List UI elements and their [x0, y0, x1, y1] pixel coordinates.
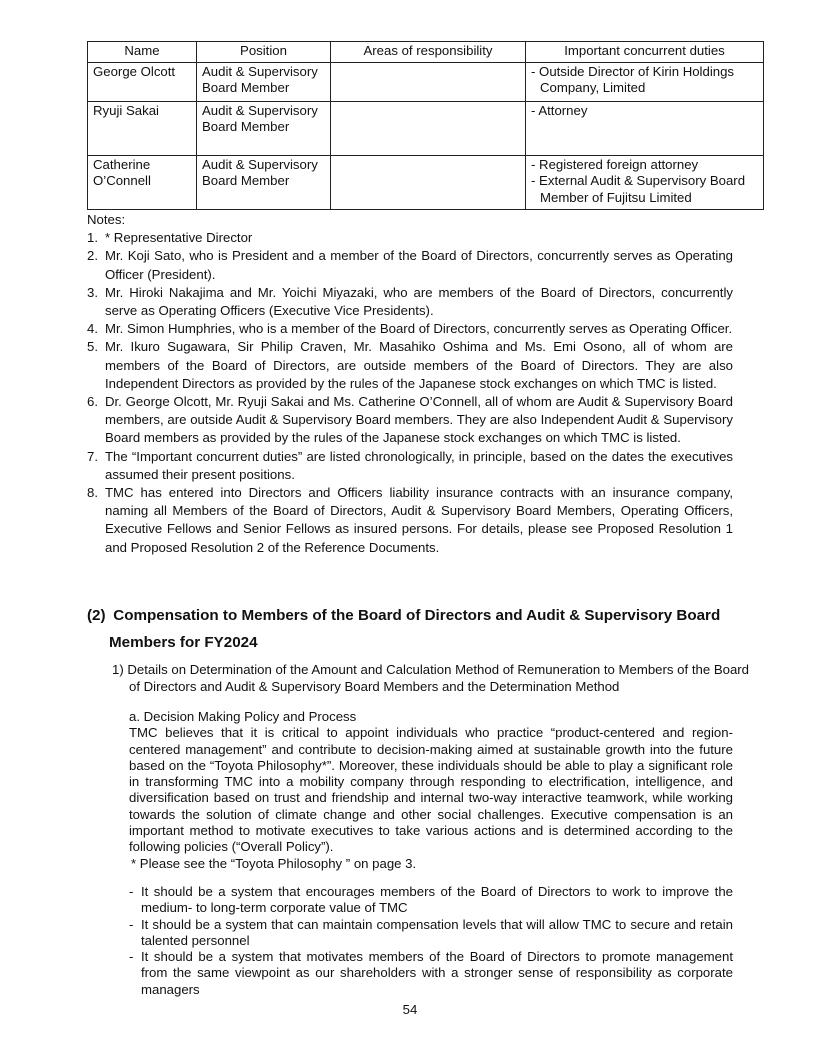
officers-table [87, 41, 764, 210]
dash-bullet: - [129, 884, 134, 899]
cell-position: Audit & Supervisory Board Member [197, 101, 331, 155]
note-number: 5. [87, 339, 98, 355]
cell-position: Audit & Supervisory Board Member [197, 155, 331, 209]
header-position: Position [197, 42, 331, 63]
note-number: 4. [87, 321, 98, 337]
bullet-text: It should be a system that encourages members of the Board of Directors to work to improve the medium- to long-term corporate value of TMC [141, 884, 733, 916]
cell-position: Audit & Supervisory Board Member [197, 62, 331, 101]
bullet-text: It should be a system that can maintain compensation levels that will allow TMC to secure and retain talented personnel [141, 916, 733, 948]
header-areas: Areas of responsibility [331, 42, 526, 63]
section-title-line1: Compensation to Members of the Board of Directors and Audit & Supervisory Board [113, 607, 721, 624]
note-item [87, 229, 733, 247]
policy-bullets [129, 884, 733, 998]
note-text: Dr. George Olcott, Mr. Ryuji Sakai and Ms. Catherine O’Connell, all of whom are Audit & Supervisory Board members, are outside Audit & Supervisory Board members. They are also Independent Audit & Supervisory Board members as provided by the rules of the Japanese stock exchanges on which TMC is listed. [105, 394, 733, 446]
table-row [88, 155, 764, 209]
note-number: 7. [87, 448, 98, 464]
policy-paragraph: TMC believes that it is critical to appoint individuals who practice “product-centered and region-centered management” and contribute to decision-making aimed at sustainable growth into the future based on the “Toyota Philosophy*”. Moreover, these individuals should be able to play a significant role in transforming TMC into a mobility company through responding to electrification, intelligence, and diversification based on trust and friendship and internal two-way interactive teamwork, while working towards the solution of climate change and other social challenges. Executive compensation is an important method to motivate executives to take various actions and is determined according to the following policies (“Overall Policy”). [129, 725, 733, 855]
note-item [87, 247, 733, 283]
section-heading [87, 604, 747, 655]
note-text: Mr. Koji Sato, who is President and a member of the Board of Directors, concurrently serves as Operating Officer (President). [105, 248, 733, 282]
cell-name [88, 62, 197, 101]
note-number: 1. [87, 230, 98, 246]
notes-list [87, 229, 733, 557]
table-row [88, 62, 764, 101]
note-item [87, 484, 733, 557]
cell-duties [526, 101, 764, 155]
header-name: Name [88, 42, 197, 63]
duty-text: - Registered foreign attorney [531, 156, 699, 172]
philosophy-footnote: * Please see the “Toyota Philosophy ” on page 3. [131, 855, 417, 871]
cell-duties [526, 155, 764, 209]
cell-duties [526, 62, 764, 101]
list-item [129, 949, 733, 998]
cell-name [88, 101, 197, 155]
dash-bullet: - [129, 949, 134, 965]
list-item [129, 884, 733, 917]
name-text: Ryuji Sakai [93, 102, 159, 118]
policy-block [129, 709, 733, 872]
duty-text: - Outside Director of Kirin Holdings Company, Limited [531, 63, 735, 95]
note-item [87, 320, 733, 338]
cell-areas [331, 101, 526, 155]
note-item [87, 448, 733, 484]
policy-subheading: a. Decision Making Policy and Process [129, 709, 357, 724]
note-text: * Representative Director [105, 230, 253, 246]
name-text: George Olcott [93, 63, 176, 79]
note-text: TMC has entered into Directors and Officers liability insurance contracts with an insurance company, naming all Members of the Board of Directors, Audit & Supervisory Board Members, Operating Officers, Executive Fellows and Senior Fellows as insured persons. For details, please see Proposed Resolution 1 and Proposed Resolution 2 of the Reference Documents. [105, 485, 733, 555]
section-title-line2: Members for FY2024 [109, 634, 258, 651]
note-text: Mr. Hiroki Nakajima and Mr. Yoichi Miyazaki, who are members of the Board of Directors, concurrently serve as Operating Officers (Executive Vice Presidents). [105, 284, 733, 319]
note-number: 3. [87, 284, 98, 300]
section-number: (2) [87, 607, 106, 624]
bullet-text: It should be a system that motivates members of the Board of Directors to promote management from the same viewpoint as our shareholders with a stronger sense of responsibility as corporate managers [141, 949, 733, 997]
note-item [87, 338, 733, 393]
note-number: 8. [87, 485, 98, 501]
list-item [129, 917, 733, 950]
notes-section [87, 211, 733, 557]
note-item [87, 393, 733, 448]
table-row [88, 101, 764, 155]
cell-name [88, 155, 197, 209]
name-text: Catherine [93, 156, 151, 172]
cell-areas [331, 62, 526, 101]
name-text: O’Connell [93, 173, 151, 188]
note-item [87, 284, 733, 320]
note-text: Mr. Simon Humphries, who is a member of the Board of Directors, concurrently serves as Operating Officer. [105, 321, 733, 337]
duty-text: - External Audit & Supervisory Board Member of Fujitsu Limited [531, 173, 746, 205]
note-number: 6. [87, 394, 98, 410]
cell-areas [331, 155, 526, 209]
duty-text: - Attorney [531, 102, 588, 118]
page-number: 54 [402, 1002, 418, 1017]
subsection-heading: 1) Details on Determination of the Amount and Calculation Method of Remuneration to Members of the Board of Directors and Audit & Supervisory Board Members and the Determination Method [112, 662, 750, 694]
dash-bullet: - [129, 916, 134, 932]
note-text: The “Important concurrent duties” are listed chronologically, in principle, based on the dates the executives assumed their present positions. [105, 448, 733, 482]
note-number: 2. [87, 248, 98, 264]
table-header-row [88, 42, 764, 63]
note-text: Mr. Ikuro Sugawara, Sir Philip Craven, Mr. Masahiko Oshima and Ms. Emi Osono, all of whom are members of the Board of Directors, are outside members of the Board of Directors. They are also Independent Directors as provided by the rules of the Japanese stock exchanges on which TMC is listed. [105, 339, 733, 391]
notes-title: Notes: [87, 212, 126, 227]
header-duties: Important concurrent duties [526, 42, 764, 63]
